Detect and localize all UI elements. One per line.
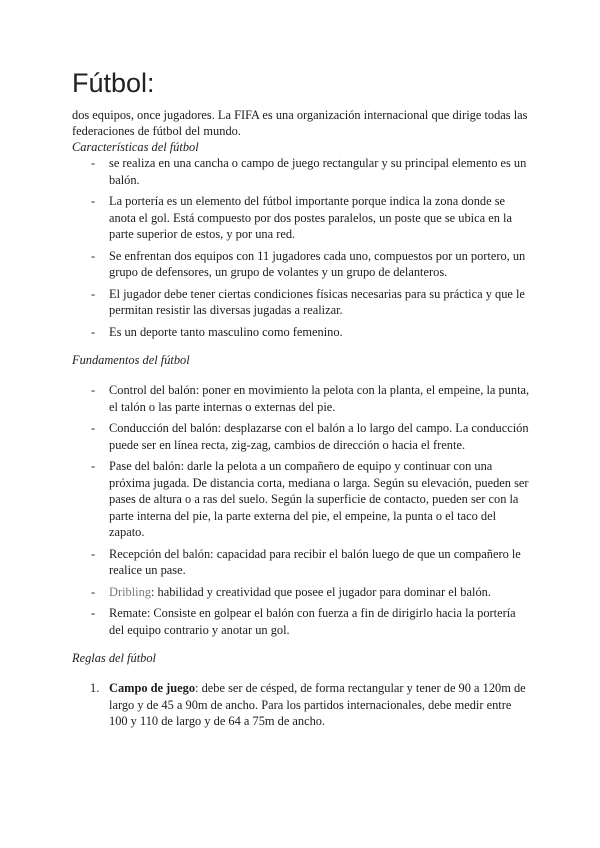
list-item: - La portería es un elemento del fútbol importante porque indica la zona donde se anota el gol. Está compuesto por dos postes paralelos, un poste que se ubica en la parte superior de estos, y por una red.	[91, 194, 512, 241]
list-item: - se realiza en una cancha o campo de juego rectangular y su principal elemento es un balón.	[91, 156, 527, 187]
dash-bullet: -	[91, 584, 96, 599]
list-item: - Dribling: habilidad y creatividad que posee el jugador para dominar el balón.	[91, 584, 491, 599]
page-title: Fútbol:	[72, 68, 155, 98]
list-item: - El jugador debe tener ciertas condiciones físicas necesarias para su práctica y que le permitan resistir las diversas jugadas a realizar.	[91, 286, 525, 317]
section-heading-caracteristicas: Características del fútbol	[72, 140, 199, 154]
document-page	[72, 66, 532, 730]
reglas-list	[72, 680, 532, 730]
dash-bullet: -	[91, 383, 96, 397]
dash-bullet: -	[91, 606, 96, 620]
section-heading-reglas: Reglas del fútbol	[72, 651, 156, 665]
list-item: - Control del balón: poner en movimiento la pelota con la planta, el empeine, la punta, el talón o las parte internas o externas del pie.	[91, 383, 530, 414]
list-number: 1.	[90, 681, 100, 695]
list-item: 1. Campo de juego: debe ser de césped, de forma rectangular y tener de 90 a 120m de largo y de 45 a 90m de ancho. Para los partidos internacionales, debe medir entre 100 y 110 de largo y de 64 a 75m de ancho.	[90, 681, 526, 728]
dash-bullet: -	[91, 459, 96, 473]
dash-bullet: -	[91, 248, 96, 263]
list-item: - Conducción del balón: desplazarse con el balón a lo largo del campo. La conducción puede ser en línea recta, zig-zag, cambios de dirección o hacia el frente.	[91, 421, 529, 452]
fundamentos-list	[72, 382, 532, 638]
dash-bullet: -	[91, 324, 96, 339]
dash-bullet: -	[91, 286, 96, 301]
list-item: - Remate: Consiste en golpear el balón con fuerza a fin de dirigirlo hacia la portería del equipo contrario y anotar un gol.	[91, 606, 516, 637]
list-item: - Se enfrentan dos equipos con 11 jugadores cada uno, compuestos por un portero, un grupo de defensores, un grupo de volantes y un grupo de delanteros.	[91, 248, 526, 279]
dash-bullet: -	[91, 546, 96, 561]
list-item: - Es un deporte tanto masculino como femenino.	[91, 324, 343, 339]
dash-bullet: -	[91, 156, 96, 170]
dash-bullet: -	[91, 421, 96, 435]
intro-paragraph: dos equipos, once jugadores. La FIFA es una organización internacional que dirige todas las federaciones de fútbol del mundo.	[72, 108, 528, 138]
section-heading-fundamentos: Fundamentos del fútbol	[72, 353, 190, 367]
list-item: - Recepción del balón: capacidad para recibir el balón luego de que un compañero le realice un pase.	[91, 546, 521, 577]
caracteristicas-list	[72, 155, 532, 340]
list-item: - Pase del balón: darle la pelota a un compañero de equipo y continuar con una próxima jugada. De distancia corta, mediana o larga. Según su elevación, pueden ser pases de altura o a ras del suelo. Según la superficie de contacto, pueden ser con la parte interna del pie, la parte externa del pie, el empeine, la punta o el taco del zapato.	[91, 459, 529, 539]
dash-bullet: -	[91, 194, 96, 208]
